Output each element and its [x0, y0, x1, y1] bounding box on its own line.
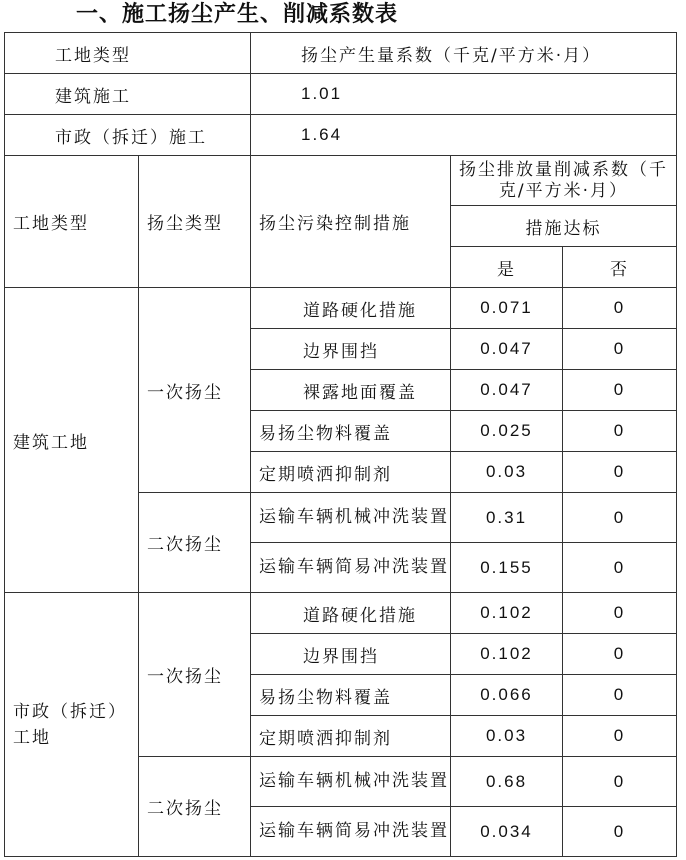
yes-value-cell: 0.03 [451, 452, 563, 493]
no-value-cell: 0 [563, 411, 677, 452]
measure-cell: 易扬尘物料覆盖 [251, 675, 451, 716]
red-header-coefficient: 扬尘排放量削减系数（千克/平方米·月） [451, 156, 677, 206]
measure-cell: 道路硬化措施 [251, 593, 451, 634]
measure-cell: 运输车辆简易冲洗装置 [251, 807, 451, 857]
measure-cell: 裸露地面覆盖 [251, 370, 451, 411]
table-row [5, 593, 677, 634]
yes-value-cell: 0.047 [451, 370, 563, 411]
no-value-cell: 0 [563, 370, 677, 411]
no-value-cell: 0 [563, 593, 677, 634]
site-type-cell: 市政（拆迁）工地 [5, 593, 139, 857]
red-header-yes: 是 [451, 247, 563, 288]
gen-row [5, 115, 677, 156]
yes-value-cell: 0.102 [451, 634, 563, 675]
dust-type-cell: 一次扬尘 [139, 593, 251, 757]
no-value-cell: 0 [563, 288, 677, 329]
no-value-cell: 0 [563, 757, 677, 807]
yes-value-cell: 0.071 [451, 288, 563, 329]
dust-coefficient-table [4, 32, 677, 857]
red-header-compliance: 措施达标 [451, 206, 677, 247]
yes-value-cell: 0.03 [451, 716, 563, 757]
gen-header-row [5, 33, 677, 74]
no-value-cell: 0 [563, 543, 677, 593]
yes-value-cell: 0.31 [451, 493, 563, 543]
measure-cell: 易扬尘物料覆盖 [251, 411, 451, 452]
red-header-dust-type: 扬尘类型 [139, 156, 251, 288]
measure-cell: 运输车辆简易冲洗装置 [251, 543, 451, 593]
red-header-site-type: 工地类型 [5, 156, 139, 288]
yes-value-cell: 0.025 [451, 411, 563, 452]
gen-site-type: 市政（拆迁）施工 [5, 115, 251, 156]
measure-cell: 边界围挡 [251, 634, 451, 675]
red-header-no: 否 [563, 247, 677, 288]
no-value-cell: 0 [563, 329, 677, 370]
yes-value-cell: 0.155 [451, 543, 563, 593]
no-value-cell: 0 [563, 675, 677, 716]
gen-coefficient: 1.64 [251, 115, 677, 156]
no-value-cell: 0 [563, 493, 677, 543]
gen-coefficient: 1.01 [251, 74, 677, 115]
measure-cell: 运输车辆机械冲洗装置 [251, 493, 451, 543]
table-row [5, 288, 677, 329]
measure-cell: 运输车辆机械冲洗装置 [251, 757, 451, 807]
gen-header-coefficient: 扬尘产生量系数（千克/平方米·月） [251, 33, 677, 74]
no-value-cell: 0 [563, 452, 677, 493]
no-value-cell: 0 [563, 716, 677, 757]
no-value-cell: 0 [563, 634, 677, 675]
yes-value-cell: 0.68 [451, 757, 563, 807]
page-title: 一、施工扬尘产生、削减系数表 [76, 2, 399, 27]
yes-value-cell: 0.034 [451, 807, 563, 857]
dust-type-cell: 二次扬尘 [139, 757, 251, 857]
yes-value-cell: 0.047 [451, 329, 563, 370]
yes-value-cell: 0.066 [451, 675, 563, 716]
measure-cell: 定期喷洒抑制剂 [251, 716, 451, 757]
red-header-row [5, 156, 677, 206]
no-value-cell: 0 [563, 807, 677, 857]
red-header-measure: 扬尘污染控制措施 [251, 156, 451, 288]
measure-cell: 道路硬化措施 [251, 288, 451, 329]
dust-type-cell: 一次扬尘 [139, 288, 251, 493]
site-type-cell: 建筑工地 [5, 288, 139, 593]
gen-site-type: 建筑施工 [5, 74, 251, 115]
dust-type-cell: 二次扬尘 [139, 493, 251, 593]
gen-header-site-type: 工地类型 [5, 33, 251, 74]
gen-row [5, 74, 677, 115]
measure-cell: 边界围挡 [251, 329, 451, 370]
yes-value-cell: 0.102 [451, 593, 563, 634]
measure-cell: 定期喷洒抑制剂 [251, 452, 451, 493]
